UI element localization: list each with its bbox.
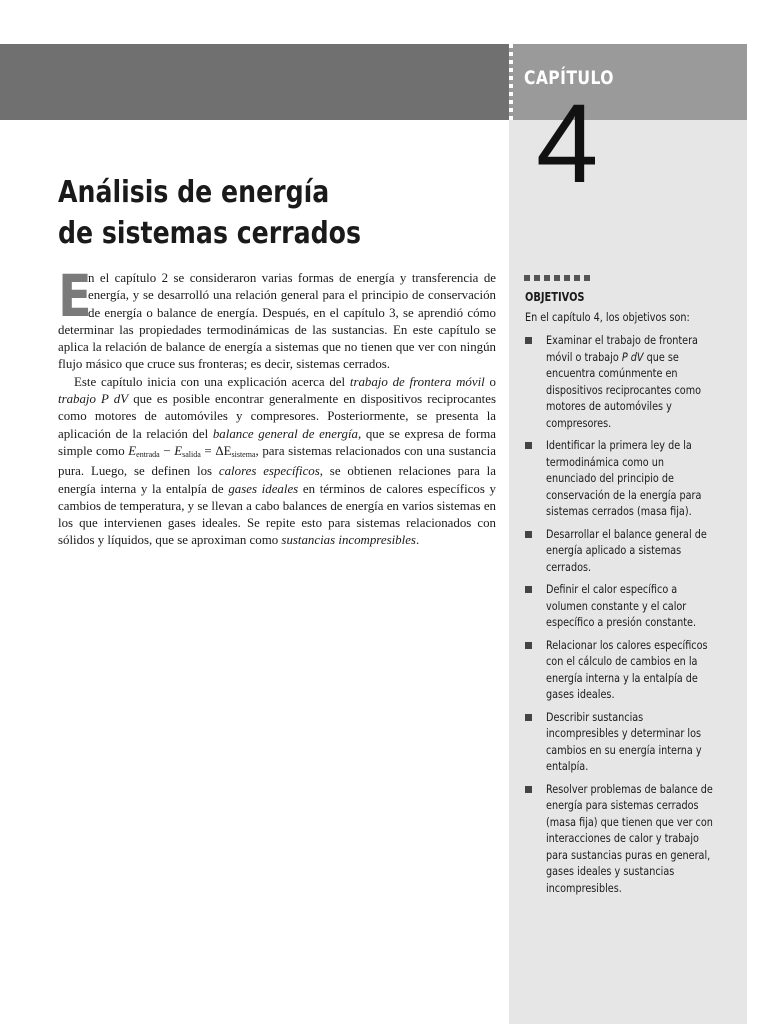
square-bullet-icon — [525, 642, 532, 649]
chapter-number: 4 — [536, 81, 599, 206]
square-bullet-icon — [525, 586, 532, 593]
p2-term-gases: gases ideales — [228, 481, 299, 496]
p2-text-d: , que se expresa de forma simple como — [58, 426, 497, 458]
energy-balance-equation — [128, 444, 255, 458]
p2-term-calores: calores específicos — [218, 464, 320, 479]
objective-item: Definir el calor específico a volumen constante y el calor específico a presión constante. — [523, 581, 763, 631]
paragraph-1 — [58, 262, 496, 374]
objectives-intro: En el capítulo 4, los objetivos son: — [525, 310, 690, 324]
body-text — [58, 262, 497, 550]
dotted-divider — [509, 44, 513, 120]
objective-item: Resolver problemas de balance de energía para sistemas cerrados (masa fija) que tienen que ver con interacciones de calor y trabajo para sustancias puras en general, gases ideales y sustancias incompresibles. — [523, 781, 763, 897]
eq-e-entrada: E — [128, 443, 137, 458]
drop-cap: E — [58, 262, 92, 330]
eq-sub-entrada: entrada — [136, 449, 160, 459]
objectives-heading: OBJETIVOS — [525, 290, 585, 304]
square-bullet-icon — [525, 531, 532, 538]
square-bullet-icon — [525, 442, 532, 449]
p2-text-h: . — [415, 533, 420, 548]
chapter-label: CAPÍTULO — [524, 67, 614, 89]
objective-item: Relacionar los calores específicos con el cálculo de cambios en la energía interna y la entalpía de gases ideales. — [523, 637, 763, 703]
paragraph-2 — [58, 374, 496, 550]
objective-item: Examinar el trabajo de frontera móvil o trabajo P dV que se encuentra comúnmente en dispositivos reciprocantes como motores de automóviles y compresores. — [523, 332, 763, 431]
eq-e-salida: E — [174, 443, 183, 458]
square-bullet-icon — [525, 714, 532, 721]
objective-item: Desarrollar el balance general de energía aplicado a sistemas cerrados. — [523, 526, 763, 576]
paragraph-1-text: n el capítulo 2 se consideraron varias formas de energía y transferencia de energía, y se desarrolló una relación general para el principio de conservación de energía o balance de energía. Después, en el capítulo 3, se aprendió cómo determinar las propiedades termodinámicas de las sustancias. En este capítulo se aplica la relación de balance de energía a sistemas que no tienen que ver con ningún flujo másico que cruce sus fronteras; es decir, sistemas cerrados. — [58, 271, 496, 372]
objective-item: Identificar la primera ley de la termodinámica como un enunciado del principio de conservación de la energía para sistemas cerrados (masa fija). — [523, 437, 763, 520]
eq-sub-sistema: sistema — [231, 449, 256, 459]
p2-text-e: , para sistemas relacionados con una sustancia pura. Luego, se definen los — [58, 443, 496, 479]
square-bullet-icon — [525, 337, 532, 344]
objective-item: Describir sustancias incompresibles y determinar los cambios en su energía interna y entalpía. — [523, 709, 763, 775]
square-bullet-icon — [525, 786, 532, 793]
p2-term-balance: balance general de energía — [212, 426, 358, 441]
p2-text-b: o — [484, 374, 496, 389]
p2-text-c: que es posible encontrar generalmente en dispositivos reciprocantes como motores de automóviles y compresores. Posteriormente, se presenta la aplicación de la relación del — [58, 392, 496, 441]
p2-text-f: , se obtienen relaciones para la energía interna y la entalpía de — [58, 464, 496, 496]
chapter-header-bar — [0, 44, 509, 120]
eq-delta: = ΔE — [200, 443, 232, 458]
chapter-title — [58, 172, 495, 254]
objectives-list — [523, 332, 763, 902]
objectives-dots — [524, 275, 590, 281]
p2-term-sustancias: sustancias incompresibles — [281, 533, 416, 548]
eq-minus: − — [159, 443, 175, 458]
eq-sub-salida: salida — [182, 449, 201, 459]
chapter-title-line-2: de sistemas cerrados — [58, 216, 361, 251]
p2-term-frontera: trabajo de frontera móvil — [349, 374, 485, 389]
p2-term-pdv: trabajo P dV — [58, 392, 129, 407]
chapter-title-line-1: Análisis de energía — [58, 175, 330, 210]
p2-text-a: Este capítulo inicia con una explicación acerca del — [74, 374, 350, 389]
p2-text-g: en términos de calores específicos y cambios de temperatura, y se llevan a cabo balances de energía en varios sistemas en los que intervienen gases ideales. Se repite esto para sistemas relacionados con sólidos y líquidos, que se aproximan como — [58, 481, 496, 548]
